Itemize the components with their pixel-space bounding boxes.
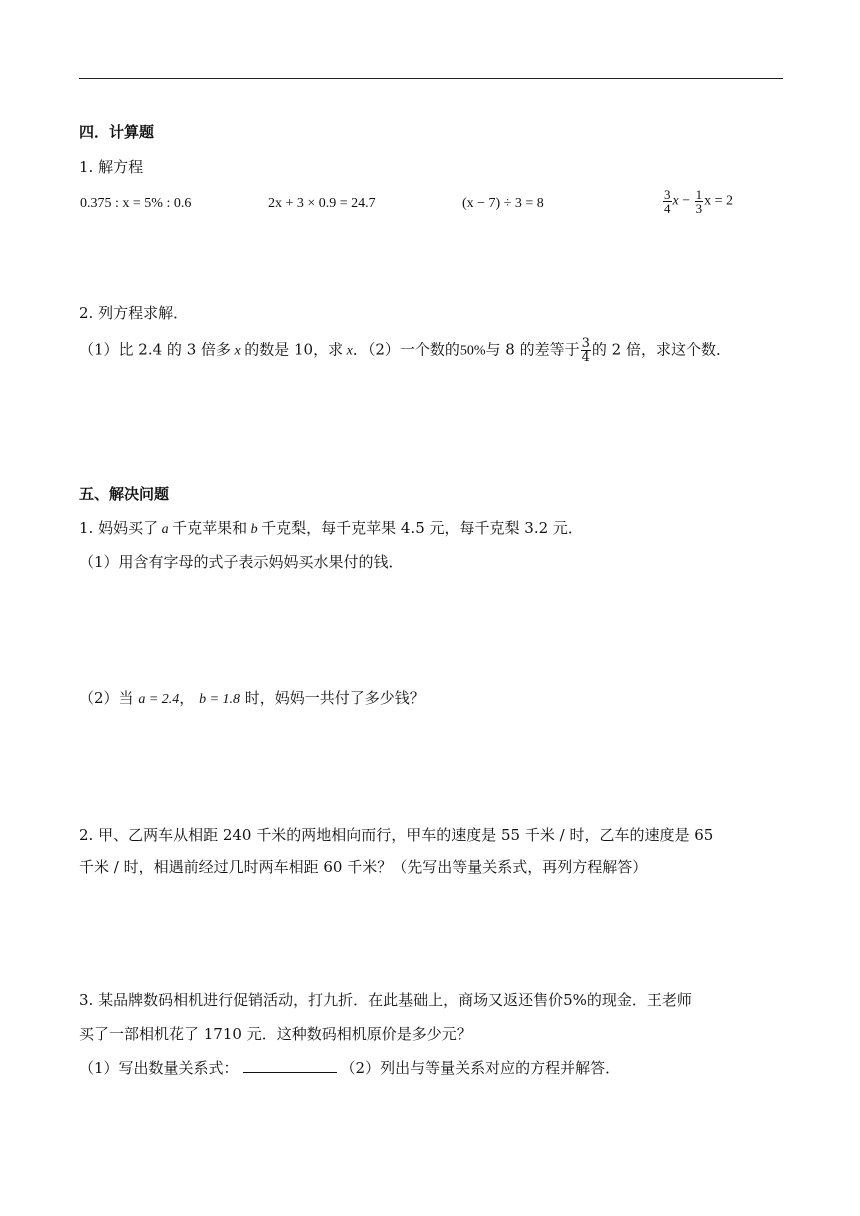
problem3-line2: 买了一部相机花了 1710 元．这种数码相机原价是多少元？ [79, 1025, 472, 1043]
q2-text-b: 的数是 10，求 [244, 340, 344, 359]
q1-title: 1. 解方程 [79, 158, 144, 176]
top-rule [79, 78, 783, 79]
problem1-sub2-a: （2）当 [79, 689, 134, 707]
problem1-b: 千克苹果和 [172, 519, 248, 537]
equation-1-text: 0.375 : x = 5% : 0.6 [80, 196, 192, 211]
equation-4: $\frac{3}{4}$ x − $\frac{1}{3}$ x = 2 [664, 187, 734, 216]
equation-a: a = 2.4 [138, 692, 180, 707]
equation-3-text: (x − 7) ÷ 3 = 8 [462, 196, 544, 211]
problem1-sub2-b: 时，妈妈一共付了多少钱？ [244, 689, 425, 707]
q2-title: 2. 列方程求解． [79, 304, 189, 322]
q2-text-c: ．（2）一个数的 [352, 340, 460, 359]
q2-text-e: 的 2 倍，求这个数． [591, 340, 731, 359]
equation-2 [268, 196, 376, 212]
q2-text-d: 与 8 的差等于 [485, 340, 580, 359]
problem3-sub-b: （2）列出与等量关系对应的方程并解答． [340, 1059, 621, 1077]
equation-2-text: 2x + 3 × 0.9 = 24.7 [268, 196, 376, 211]
problem1-a: 1. 妈妈买了 [79, 519, 159, 537]
equation-4-tail: x = 2 [704, 193, 734, 209]
fraction-denominator: 4 [664, 201, 671, 216]
answer-blank[interactable] [243, 1058, 337, 1073]
section4-heading: 四．计算题 [79, 123, 155, 141]
problem3-sub [79, 1058, 620, 1078]
problem1-sub1: （1）用含有字母的式子表示妈妈买水果付的钱． [79, 553, 404, 571]
problem1-sub2: （2）当 a = 2.4， b = 1.8 时，妈妈一共付了多少钱？ [79, 689, 425, 707]
fraction-numerator: 1 [695, 187, 703, 202]
fraction [695, 188, 704, 215]
fraction [663, 188, 672, 215]
q2-percent: 50% [459, 343, 486, 359]
fraction-denominator: 4 [581, 350, 590, 365]
fraction-three-quarters [581, 337, 591, 364]
equation-3 [462, 196, 544, 212]
equation-b: b = 1.8 [199, 692, 241, 707]
fraction-numerator: 3 [664, 187, 671, 202]
fraction-denominator: 3 [695, 201, 703, 216]
section5-heading: 五、解决问题 [79, 485, 170, 503]
fraction-numerator: 3 [581, 336, 590, 351]
problem2-line1: 2. 甲、乙两车从相距 240 千米的两地相向而行，甲车的速度是 55 千米 / 时，乙车的速度是 65 [79, 826, 714, 844]
problem1-c: 千克梨，每千克苹果 4.5 元，每千克梨 3.2 元． [261, 519, 583, 537]
problem3-sub-a: （1）写出数量关系式： [79, 1059, 239, 1077]
problem3-line1: 3. 某品牌数码相机进行促销活动，打九折．在此基础上，商场又返还售价5%的现金．王老师 [79, 991, 692, 1009]
q2-text-a: （1）比 2.4 的 3 倍多 [79, 340, 232, 359]
equation-1 [80, 196, 191, 212]
problem1-text: 1. 妈妈买了 a 千克苹果和 b 千克梨，每千克苹果 4.5 元，每千克梨 3.2 元． [79, 519, 583, 537]
q2-text: （1）比 2.4 的 3 倍多 x 的数是 10，求 x．（2）一个数的50%与 8 的差等于 $\frac{3}{4}$ 的 2 倍，求这个数． [79, 336, 731, 365]
problem2-line2: 千米 / 时，相遇前经过几时两车相距 60 千米？（先写出等量关系式，再列方程解答） [79, 858, 648, 876]
